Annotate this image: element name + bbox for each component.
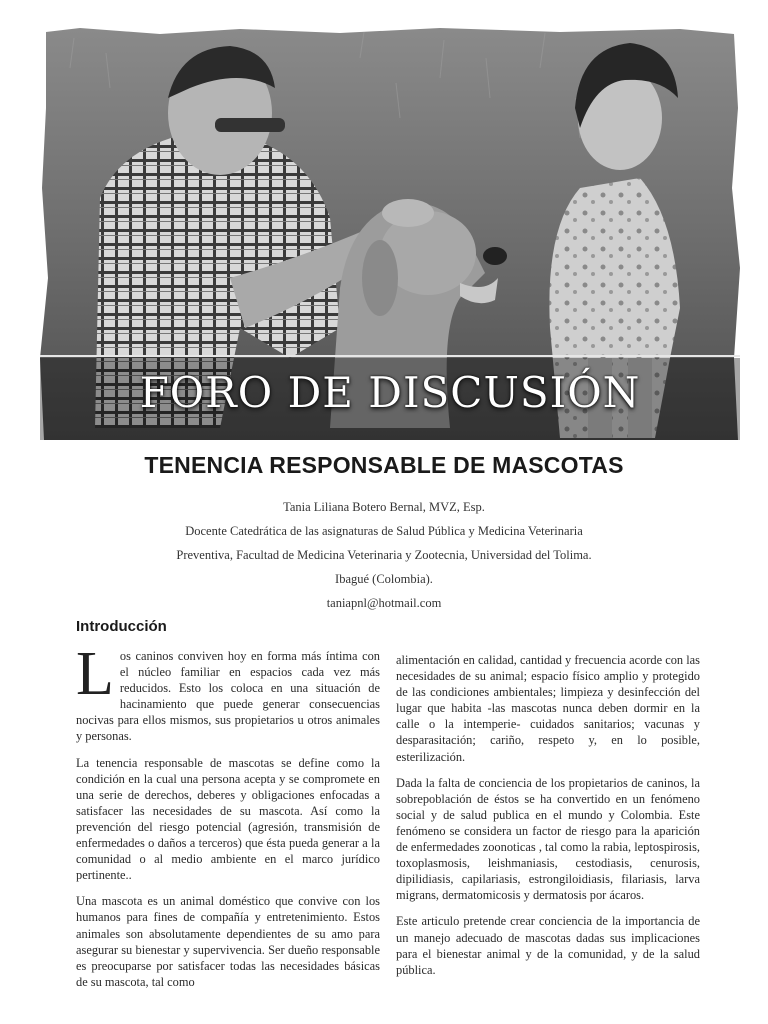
left-column [76,640,380,1000]
right-column [396,652,700,988]
paragraph [76,640,380,745]
paragraph: Una mascota es un animal doméstico que convive con los humanos para fines de compañía y entretenimiento. Estos animales son absolutamente dependientes de su amo para asegurar su bienestar y supervivencia. Ser dueño responsable es preocuparse por satisfacer todas las necesidades básicas de su mascota, tal como [76,894,380,989]
hero-photo [40,28,740,440]
drop-cap: L [76,640,114,708]
author-affiliation-line-2: Preventiva, Facultad de Medicina Veterinaria y Zootecnia, Universidad del Tolima. [176,548,592,562]
section-heading: Introducción [76,618,167,635]
paragraph: Dada la falta de conciencia de los propietarios de caninos, la sobrepoblación de éstos se ha convertido en un fenómeno social y de salud publica en el mundo y Colombia. Este fenómeno se considera un factor de riesgo para la aparición de enfermedades zoonoticas , tal como la rabia, leptospirosis, toxoplasmosis, leishmaniasis, cestodiasis, cenurosis, dipilidiasis, capilariasis, estrongiloidiasis, filariasis, larva migrans, dermatomicosis y dermatosis por ácaros. [396,775,700,903]
paragraph: La tenencia responsable de mascotas se define como la condición en la cual una persona acepta y se compromete en una serie de derechos, deberes y obligaciones enfocadas a satisfacer las necesidades de su mascota. Así como la prevención del riesgo potencial (agresión, transmisión de enfermedades o daños a terceros) que ésta pueda generar a la comunidad o al medio ambiente en el marco jurídico pertinente.. [76,755,380,883]
section-banner-title: FORO DE DISCUSIÓN [139,368,641,417]
article-title: TENENCIA RESPONSABLE DE MASCOTAS [144,452,624,478]
author-email: taniapnl@hotmail.com [326,596,442,610]
paragraph: Este articulo pretende crear conciencia de la importancia de un manejo adecuado de mascotas dadas sus implicaciones para el bienestar animal y de la comunidad, y de la salud pública. [396,914,700,977]
author-affiliation-line-1: Docente Catedrática de las asignaturas de Salud Pública y Medicina Veterinaria [185,524,583,538]
paragraph: alimentación en calidad, cantidad y frecuencia acorde con las necesidades de su animal; espacio físico amplio y protegido de las condiciones ambientales; limpieza y desinfección del lugar que habita -las mascotas nunca deben dormir en la calle o la intemperie- cuidados sanitarios; vacunas y desparasitación; cariño, respeto y, en lo posible, esterilización. [396,653,700,764]
author-name: Tania Liliana Botero Bernal, MVZ, Esp. [283,500,485,514]
author-location: Ibagué (Colombia). [335,572,433,586]
paragraph-text: os caninos conviven hoy en forma más íntima con el núcleo familiar en espacios cada vez más reducidos. Esto los coloca en una situación de hacinamiento que puede generar consecuencias nocivas para ellos mismos, sus propietarios u otros animales y personas. [76,649,380,744]
